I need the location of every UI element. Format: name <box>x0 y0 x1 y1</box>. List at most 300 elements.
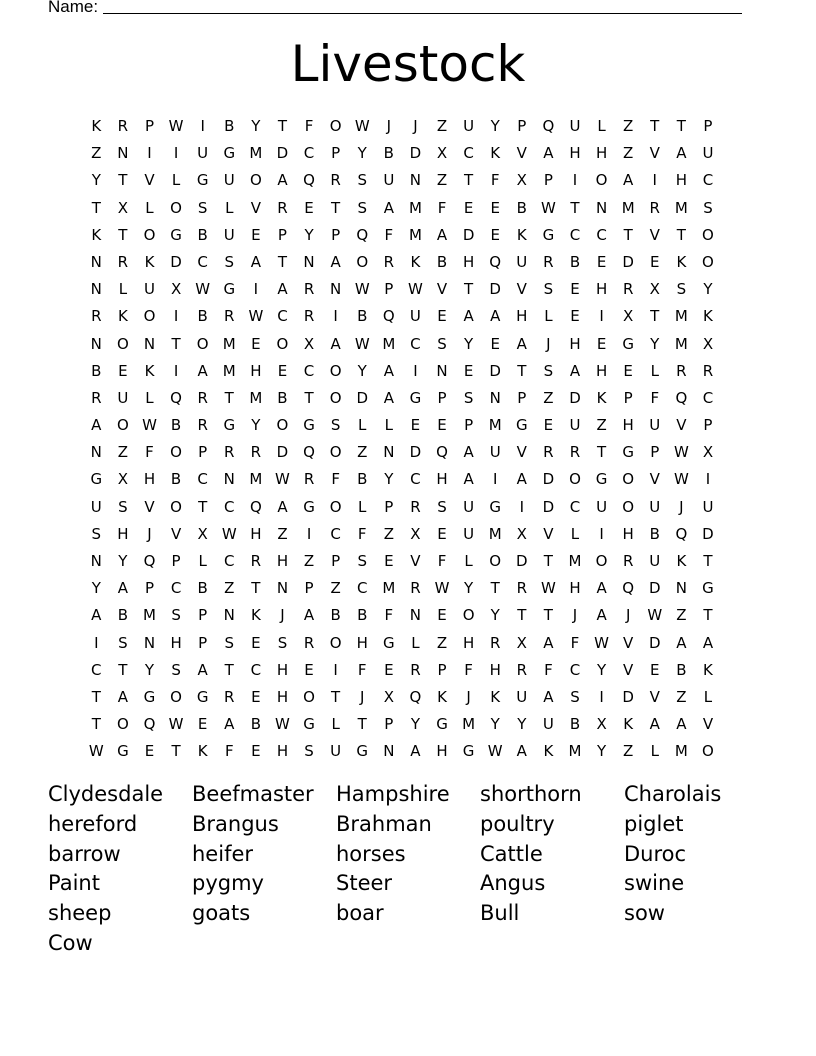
grid-letter[interactable]: D <box>409 443 422 462</box>
grid-letter[interactable]: O <box>329 361 342 380</box>
grid-letter[interactable]: B <box>357 606 368 625</box>
grid-letter[interactable]: R <box>516 579 528 598</box>
grid-letter[interactable]: V <box>649 687 660 706</box>
grid-letter[interactable]: E <box>251 225 261 244</box>
grid-letter[interactable]: O <box>303 687 315 706</box>
grid-letter[interactable]: Z <box>436 633 448 652</box>
grid-letter[interactable]: Z <box>623 742 634 761</box>
grid-letter[interactable]: L <box>331 715 340 734</box>
grid-letter[interactable]: A <box>410 742 421 761</box>
grid-letter[interactable]: S <box>118 497 128 516</box>
grid-letter[interactable]: O <box>489 552 502 570</box>
grid-letter[interactable]: F <box>650 388 660 407</box>
grid-letter[interactable]: W <box>673 443 689 462</box>
grid-letter[interactable]: H <box>276 660 289 679</box>
grid-letter[interactable]: A <box>463 307 474 326</box>
grid-letter[interactable]: W <box>408 280 423 299</box>
grid-letter[interactable]: Y <box>384 470 394 489</box>
grid-letter[interactable]: X <box>436 144 448 163</box>
grid-letter[interactable]: E <box>437 606 447 625</box>
grid-letter[interactable]: Z <box>623 117 634 135</box>
grid-letter[interactable]: N <box>409 606 422 625</box>
grid-letter[interactable]: V <box>676 416 687 435</box>
grid-letter[interactable]: L <box>570 524 580 543</box>
grid-letter[interactable]: S <box>357 171 367 190</box>
grid-letter[interactable]: R <box>303 280 315 299</box>
grid-letter[interactable]: S <box>676 280 687 299</box>
grid-letter[interactable]: I <box>519 497 525 516</box>
grid-letter[interactable]: V <box>436 280 448 299</box>
grid-letter[interactable]: T <box>357 715 367 734</box>
grid-letter[interactable]: O <box>702 252 714 271</box>
grid-letter[interactable]: G <box>489 497 502 516</box>
grid-letter[interactable]: T <box>596 443 607 462</box>
grid-letter[interactable]: R <box>516 660 528 679</box>
grid-letter[interactable]: S <box>224 633 235 652</box>
grid-letter[interactable]: E <box>437 307 447 326</box>
grid-letter[interactable]: T <box>650 117 660 135</box>
grid-letter[interactable]: J <box>466 687 471 706</box>
grid-letter[interactable]: B <box>197 225 208 244</box>
grid-letter[interactable]: N <box>595 198 608 217</box>
grid-letter[interactable]: Z <box>543 388 554 407</box>
grid-letter[interactable]: B <box>170 416 182 435</box>
grid-letter[interactable]: P <box>198 606 208 625</box>
grid-letter[interactable]: M <box>408 225 422 244</box>
grid-letter[interactable]: I <box>173 361 179 380</box>
grid-letter[interactable]: T <box>91 715 101 734</box>
grid-letter[interactable]: E <box>596 334 607 353</box>
grid-letter[interactable]: U <box>463 524 475 543</box>
grid-letter[interactable]: Q <box>489 252 502 271</box>
grid-letter[interactable]: Y <box>490 606 500 625</box>
grid-letter[interactable]: G <box>303 416 315 435</box>
grid-letter[interactable]: I <box>599 687 604 706</box>
grid-letter[interactable]: X <box>170 280 182 299</box>
grid-letter[interactable]: M <box>674 334 688 353</box>
grid-letter[interactable]: J <box>572 606 578 625</box>
grid-letter[interactable]: I <box>200 117 205 135</box>
grid-letter[interactable]: S <box>91 524 102 543</box>
grid-letter[interactable]: F <box>145 443 154 462</box>
grid-letter[interactable]: N <box>383 443 395 462</box>
grid-letter[interactable]: K <box>144 361 155 380</box>
grid-letter[interactable]: A <box>463 470 474 489</box>
grid-letter[interactable]: R <box>303 307 315 326</box>
grid-letter[interactable]: K <box>596 388 607 407</box>
grid-letter[interactable]: P <box>703 117 713 135</box>
grid-letter[interactable]: R <box>410 660 421 679</box>
grid-letter[interactable]: D <box>276 144 289 163</box>
grid-letter[interactable]: R <box>622 552 634 570</box>
grid-letter[interactable]: A <box>117 687 129 706</box>
grid-letter[interactable]: Y <box>464 579 474 598</box>
grid-letter[interactable]: V <box>543 524 554 543</box>
grid-letter[interactable]: A <box>91 416 102 435</box>
grid-letter[interactable]: Q <box>675 524 688 543</box>
grid-letter[interactable]: O <box>702 742 714 761</box>
grid-letter[interactable]: M <box>249 470 263 489</box>
grid-letter[interactable]: Y <box>91 579 101 598</box>
grid-letter[interactable]: E <box>197 715 208 734</box>
grid-letter[interactable]: Y <box>596 660 607 679</box>
grid-letter[interactable]: W <box>540 198 556 217</box>
grid-letter[interactable]: L <box>225 198 234 217</box>
grid-letter[interactable]: Q <box>249 497 262 516</box>
grid-letter[interactable]: R <box>91 307 102 326</box>
grid-letter[interactable]: E <box>437 416 447 435</box>
grid-letter[interactable]: S <box>463 388 474 407</box>
grid-letter[interactable]: Y <box>91 171 101 190</box>
grid-letter[interactable]: R <box>250 552 262 570</box>
grid-letter[interactable]: V <box>649 225 660 244</box>
grid-letter[interactable]: E <box>623 361 633 380</box>
grid-letter[interactable]: J <box>625 606 631 625</box>
grid-letter[interactable]: X <box>117 198 129 217</box>
grid-letter[interactable]: T <box>517 361 527 380</box>
grid-letter[interactable]: R <box>410 579 421 598</box>
grid-letter[interactable]: X <box>596 715 607 734</box>
grid-letter[interactable]: C <box>410 470 421 489</box>
grid-letter[interactable]: A <box>277 497 288 516</box>
grid-letter[interactable]: T <box>224 660 234 679</box>
grid-letter[interactable]: G <box>409 388 422 407</box>
grid-letter[interactable]: C <box>569 225 581 244</box>
grid-letter[interactable]: U <box>409 307 421 326</box>
grid-letter[interactable]: S <box>277 633 288 652</box>
grid-letter[interactable]: Y <box>304 225 314 244</box>
grid-letter[interactable]: Y <box>464 334 474 353</box>
grid-letter[interactable]: O <box>329 497 342 516</box>
grid-letter[interactable]: C <box>702 388 714 407</box>
grid-letter[interactable]: H <box>462 252 475 271</box>
grid-letter[interactable]: E <box>251 633 261 652</box>
grid-letter[interactable]: P <box>517 388 527 407</box>
grid-letter[interactable]: D <box>702 524 714 543</box>
grid-letter[interactable]: G <box>303 497 315 516</box>
grid-letter[interactable]: C <box>303 361 315 380</box>
grid-letter[interactable]: P <box>144 579 154 598</box>
grid-letter[interactable]: N <box>143 334 156 353</box>
grid-letter[interactable]: H <box>117 524 129 543</box>
grid-letter[interactable]: R <box>676 361 687 380</box>
grid-letter[interactable]: P <box>384 497 394 516</box>
grid-letter[interactable]: K <box>490 687 501 706</box>
grid-letter[interactable]: T <box>277 117 288 135</box>
grid-letter[interactable]: A <box>436 225 448 244</box>
grid-letter[interactable]: S <box>171 606 181 625</box>
grid-letter[interactable]: D <box>648 579 661 598</box>
grid-letter[interactable]: F <box>224 742 234 761</box>
grid-letter[interactable]: G <box>383 633 395 652</box>
grid-letter[interactable]: A <box>676 144 687 163</box>
grid-letter[interactable]: W <box>248 307 264 326</box>
grid-letter[interactable]: O <box>170 687 182 706</box>
grid-letter[interactable]: N <box>223 606 235 625</box>
grid-letter[interactable]: J <box>360 687 365 706</box>
grid-letter[interactable]: I <box>333 660 338 679</box>
grid-letter[interactable]: W <box>168 715 184 734</box>
grid-letter[interactable]: X <box>516 171 527 190</box>
grid-letter[interactable]: K <box>543 742 554 761</box>
grid-letter[interactable]: Q <box>303 443 315 462</box>
grid-letter[interactable]: O <box>622 470 635 489</box>
grid-letter[interactable]: B <box>649 524 660 543</box>
grid-letter[interactable]: P <box>331 144 341 163</box>
grid-letter[interactable]: V <box>250 198 261 217</box>
grid-letter[interactable]: U <box>143 280 155 299</box>
grid-letter[interactable]: C <box>356 579 368 598</box>
grid-letter[interactable]: I <box>253 280 259 299</box>
grid-letter[interactable]: Z <box>623 144 634 163</box>
grid-letter[interactable]: G <box>223 416 236 435</box>
grid-letter[interactable]: R <box>543 443 554 462</box>
grid-letter[interactable]: O <box>116 715 129 734</box>
grid-letter[interactable]: O <box>170 443 182 462</box>
grid-letter[interactable]: D <box>170 252 182 271</box>
grid-letter[interactable]: H <box>143 470 156 489</box>
grid-letter[interactable]: Z <box>436 117 448 135</box>
grid-letter[interactable]: W <box>195 280 211 299</box>
grid-letter[interactable]: A <box>543 633 554 652</box>
grid-letter[interactable]: T <box>224 388 234 407</box>
grid-letter[interactable]: T <box>118 225 128 244</box>
grid-letter[interactable]: B <box>250 715 261 734</box>
grid-letter[interactable]: C <box>224 497 235 516</box>
grid-letter[interactable]: Z <box>436 171 448 190</box>
grid-letter[interactable]: R <box>622 280 634 299</box>
grid-letter[interactable]: R <box>117 117 129 135</box>
grid-letter[interactable]: T <box>198 497 208 516</box>
grid-letter[interactable]: O <box>329 633 342 652</box>
grid-letter[interactable]: D <box>622 687 634 706</box>
grid-letter[interactable]: G <box>622 334 634 353</box>
grid-letter[interactable]: Z <box>91 144 102 163</box>
grid-letter[interactable]: P <box>437 660 447 679</box>
grid-letter[interactable]: P <box>198 443 208 462</box>
grid-letter[interactable]: K <box>490 144 501 163</box>
grid-letter[interactable]: U <box>516 252 528 271</box>
grid-letter[interactable]: X <box>516 633 527 652</box>
grid-letter[interactable]: U <box>197 144 209 163</box>
grid-letter[interactable]: A <box>383 388 394 407</box>
grid-letter[interactable]: O <box>170 497 182 516</box>
grid-letter[interactable]: X <box>649 280 660 299</box>
grid-letter[interactable]: K <box>703 660 713 679</box>
grid-letter[interactable]: R <box>91 388 102 407</box>
grid-letter[interactable]: X <box>383 687 394 706</box>
grid-letter[interactable]: H <box>569 334 581 353</box>
grid-letter[interactable]: A <box>330 334 341 353</box>
grid-letter[interactable]: S <box>357 552 367 570</box>
grid-letter[interactable]: C <box>569 660 581 679</box>
grid-letter[interactable]: W <box>168 117 184 135</box>
grid-letter[interactable]: S <box>118 633 128 652</box>
grid-letter[interactable]: N <box>675 579 687 598</box>
grid-letter[interactable]: A <box>543 687 554 706</box>
grid-letter[interactable]: K <box>437 687 447 706</box>
grid-letter[interactable]: I <box>492 470 498 489</box>
grid-letter[interactable]: C <box>91 660 102 679</box>
grid-letter[interactable]: T <box>676 117 686 135</box>
grid-letter[interactable]: H <box>595 144 608 163</box>
grid-letter[interactable]: F <box>490 171 500 190</box>
grid-letter[interactable]: R <box>649 198 660 217</box>
grid-letter[interactable]: B <box>383 144 394 163</box>
grid-letter[interactable]: D <box>489 361 501 380</box>
grid-letter[interactable]: P <box>198 633 208 652</box>
grid-letter[interactable]: R <box>224 443 235 462</box>
grid-letter[interactable]: M <box>382 334 396 353</box>
grid-letter[interactable]: P <box>384 280 394 299</box>
grid-letter[interactable]: M <box>462 715 476 734</box>
grid-letter[interactable]: W <box>487 742 503 761</box>
grid-letter[interactable]: S <box>543 361 554 380</box>
grid-letter[interactable]: L <box>650 742 659 761</box>
grid-letter[interactable]: E <box>410 416 421 435</box>
grid-letter[interactable]: B <box>330 606 341 625</box>
grid-letter[interactable]: V <box>649 470 660 489</box>
grid-letter[interactable]: E <box>251 687 261 706</box>
grid-letter[interactable]: F <box>384 606 394 625</box>
grid-letter[interactable]: P <box>650 443 660 462</box>
grid-letter[interactable]: J <box>280 606 285 625</box>
grid-letter[interactable]: V <box>170 524 182 543</box>
grid-letter[interactable]: D <box>409 144 422 163</box>
grid-letter[interactable]: H <box>276 742 289 761</box>
grid-letter[interactable]: L <box>118 280 128 299</box>
grid-letter[interactable]: Q <box>170 388 182 407</box>
grid-letter[interactable]: H <box>436 470 448 489</box>
grid-letter[interactable]: A <box>330 252 341 271</box>
grid-letter[interactable]: I <box>94 633 99 652</box>
grid-letter[interactable]: O <box>702 225 714 244</box>
grid-letter[interactable]: B <box>197 579 208 598</box>
grid-letter[interactable]: O <box>196 334 209 353</box>
grid-letter[interactable]: C <box>224 552 235 570</box>
grid-letter[interactable]: Y <box>703 280 713 299</box>
grid-letter[interactable]: E <box>144 742 155 761</box>
grid-letter[interactable]: O <box>116 416 129 435</box>
grid-letter[interactable]: T <box>304 388 314 407</box>
grid-letter[interactable]: P <box>623 388 633 407</box>
grid-letter[interactable]: N <box>90 252 102 271</box>
grid-letter[interactable]: C <box>170 579 182 598</box>
grid-letter[interactable]: I <box>306 524 312 543</box>
grid-letter[interactable]: T <box>490 579 500 598</box>
grid-letter[interactable]: S <box>437 497 447 516</box>
grid-letter[interactable]: O <box>329 117 342 135</box>
grid-letter[interactable]: D <box>622 252 634 271</box>
grid-letter[interactable]: W <box>647 606 663 625</box>
grid-letter[interactable]: Y <box>357 144 367 163</box>
grid-letter[interactable]: M <box>382 579 396 598</box>
grid-letter[interactable]: E <box>650 252 660 271</box>
grid-letter[interactable]: P <box>331 225 341 244</box>
grid-letter[interactable]: E <box>304 198 314 217</box>
grid-letter[interactable]: H <box>489 660 501 679</box>
grid-letter[interactable]: H <box>462 633 475 652</box>
grid-letter[interactable]: F <box>570 633 580 652</box>
grid-letter[interactable]: F <box>464 660 473 679</box>
grid-letter[interactable]: N <box>383 742 395 761</box>
grid-letter[interactable]: K <box>250 606 261 625</box>
grid-letter[interactable]: R <box>117 252 129 271</box>
grid-letter[interactable]: C <box>250 660 262 679</box>
grid-letter[interactable]: S <box>543 280 554 299</box>
grid-letter[interactable]: X <box>197 524 208 543</box>
grid-letter[interactable]: H <box>622 416 634 435</box>
grid-letter[interactable]: B <box>277 388 288 407</box>
grid-letter[interactable]: E <box>570 307 580 326</box>
grid-letter[interactable]: Z <box>676 687 687 706</box>
grid-letter[interactable]: L <box>384 416 393 435</box>
grid-letter[interactable]: I <box>173 144 179 163</box>
grid-letter[interactable]: G <box>515 416 528 435</box>
grid-letter[interactable]: A <box>543 144 554 163</box>
grid-letter[interactable]: R <box>383 252 395 271</box>
grid-letter[interactable]: D <box>569 388 581 407</box>
grid-letter[interactable]: F <box>544 660 553 679</box>
grid-letter[interactable]: G <box>356 742 369 761</box>
grid-letter[interactable]: N <box>276 579 289 598</box>
grid-letter[interactable]: S <box>224 252 235 271</box>
grid-letter[interactable]: T <box>570 198 580 217</box>
grid-letter[interactable]: B <box>91 361 102 380</box>
grid-letter[interactable]: V <box>702 715 714 734</box>
grid-letter[interactable]: B <box>569 252 581 271</box>
grid-letter[interactable]: A <box>569 361 581 380</box>
grid-letter[interactable]: O <box>143 307 156 326</box>
grid-letter[interactable]: D <box>489 280 501 299</box>
grid-letter[interactable]: A <box>250 252 261 271</box>
grid-letter[interactable]: O <box>276 416 289 435</box>
grid-letter[interactable]: I <box>705 470 711 489</box>
grid-letter[interactable]: I <box>599 524 604 543</box>
grid-letter[interactable]: O <box>249 171 262 190</box>
grid-letter[interactable]: P <box>437 388 447 407</box>
grid-letter[interactable]: H <box>250 361 262 380</box>
grid-letter[interactable]: A <box>383 198 394 217</box>
grid-letter[interactable]: O <box>595 552 608 570</box>
grid-letter[interactable]: A <box>516 470 527 489</box>
grid-letter[interactable]: S <box>197 198 208 217</box>
grid-letter[interactable]: E <box>570 280 580 299</box>
grid-letter[interactable]: A <box>649 715 660 734</box>
grid-letter[interactable]: K <box>144 252 155 271</box>
grid-letter[interactable]: K <box>703 307 713 326</box>
grid-letter[interactable]: A <box>676 715 687 734</box>
grid-letter[interactable]: M <box>488 416 502 435</box>
grid-letter[interactable]: O <box>569 470 581 489</box>
grid-letter[interactable]: G <box>223 144 236 163</box>
grid-letter[interactable]: M <box>674 307 688 326</box>
grid-letter[interactable]: B <box>516 198 527 217</box>
grid-letter[interactable]: T <box>91 198 101 217</box>
grid-letter[interactable]: A <box>516 334 527 353</box>
grid-letter[interactable]: D <box>648 633 661 652</box>
grid-letter[interactable]: U <box>90 497 102 516</box>
grid-letter[interactable]: N <box>90 443 102 462</box>
grid-letter[interactable]: B <box>170 470 182 489</box>
grid-letter[interactable]: E <box>118 361 128 380</box>
grid-letter[interactable]: T <box>464 280 474 299</box>
grid-letter[interactable]: H <box>569 144 581 163</box>
grid-letter[interactable]: N <box>117 144 129 163</box>
grid-letter[interactable]: G <box>595 470 608 489</box>
grid-letter[interactable]: F <box>357 660 367 679</box>
grid-letter[interactable]: R <box>224 307 235 326</box>
